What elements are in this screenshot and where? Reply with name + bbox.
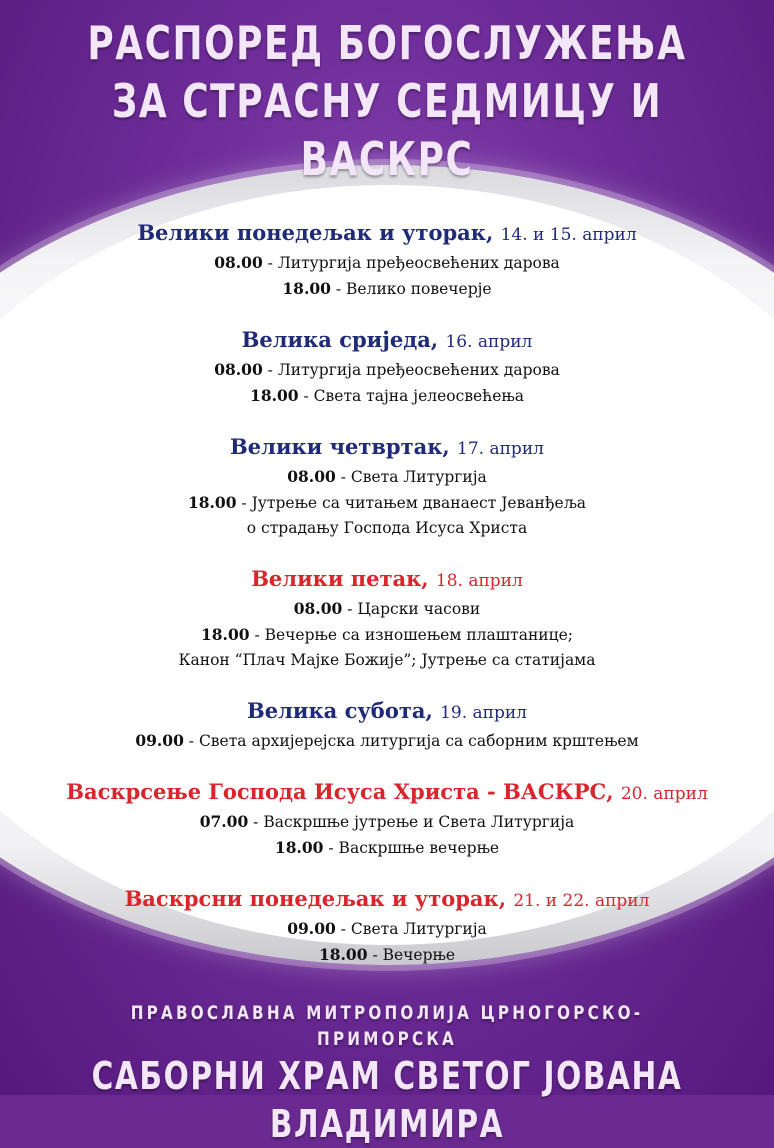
service-line: [20, 942, 754, 968]
schedule: [20, 218, 754, 991]
service-name: - Литургија пређеосвећених дарова: [262, 254, 560, 272]
service-name: - Васкршње јутрење и Света Литургија: [248, 813, 575, 831]
service-name: - Света архијерејска литургија са саборним крштењем: [183, 732, 639, 750]
footer-cathedral: САБОРНИ ХРАМ СВЕТОГ ЈОВАНА ВЛАДИМИРА: [91, 1054, 683, 1146]
service-line: [20, 490, 754, 516]
service-time: 08.00: [214, 360, 263, 379]
day-heading: [20, 432, 754, 464]
schedule-day: [20, 218, 754, 302]
service-line: [20, 916, 754, 942]
day-heading: [20, 884, 754, 916]
day-date: 20. април: [620, 784, 708, 804]
service-line: [20, 516, 754, 541]
service-time: 08.00: [287, 467, 336, 486]
poster-header: [85, 14, 689, 188]
service-time: 18.00: [274, 838, 324, 857]
day-title: Васкрсење Господа Исуса Христа - ВАСКРС,: [66, 779, 614, 804]
service-line: [20, 648, 754, 673]
day-heading: [20, 218, 754, 250]
schedule-day: [20, 696, 754, 754]
day-heading: [20, 777, 754, 809]
service-name: о страдању Господа Исуса Христа: [246, 519, 528, 537]
service-time: 18.00: [200, 625, 250, 644]
schedule-day: [20, 777, 754, 861]
day-date: 19. април: [440, 703, 527, 723]
poster-footer: [0, 1000, 774, 1148]
header-title-line-2: ЗА СТРАСНУ СЕДМИЦУ И ВАСКРС: [111, 74, 663, 186]
service-name: - Света тајна јелеосвећења: [298, 387, 524, 405]
schedule-day: [20, 325, 754, 409]
service-time: 18.00: [282, 279, 331, 298]
service-line: [20, 596, 754, 622]
service-time: 08.00: [293, 599, 343, 618]
schedule-day: [20, 564, 754, 673]
service-time: 07.00: [199, 812, 249, 831]
service-line: [20, 276, 754, 302]
day-title: Велики четвртак,: [230, 434, 450, 459]
service-line: [20, 464, 754, 490]
day-date: 14. и 15. април: [500, 225, 637, 245]
service-time: 18.00: [187, 493, 237, 512]
day-title: Велики петак,: [251, 566, 429, 591]
service-name: - Света Литургија: [335, 920, 487, 938]
day-title: Велики понедељак и уторак,: [137, 220, 494, 245]
day-title: Велика субота,: [247, 698, 433, 723]
service-line: [20, 250, 754, 276]
day-date: 17. април: [457, 439, 544, 459]
service-time: 09.00: [287, 919, 336, 938]
day-title: Васкрсни понедељак и уторак,: [124, 886, 507, 911]
header-title-line-1: РАСПОРЕД БОГОСЛУЖЕЊА: [87, 16, 687, 70]
schedule-day: [20, 884, 754, 968]
service-line: [20, 357, 754, 383]
service-time: 18.00: [250, 386, 299, 405]
day-date: 16. април: [445, 332, 533, 352]
day-date: 21. и 22. април: [513, 891, 650, 911]
service-line: [20, 835, 754, 861]
service-line: [20, 809, 754, 835]
service-name: - Света Литургија: [335, 468, 487, 486]
service-time: 18.00: [318, 945, 368, 964]
day-title: Велика сриједа,: [241, 327, 439, 352]
schedule-day: [20, 432, 754, 541]
service-name: - Вечерње: [367, 946, 456, 964]
service-line: [20, 728, 754, 754]
service-name: - Велико повечерје: [330, 280, 492, 298]
service-name: - Вечерње са изношењем плаштанице;: [249, 626, 574, 644]
service-time: 08.00: [214, 253, 263, 272]
service-line: [20, 622, 754, 648]
service-time: 09.00: [135, 731, 184, 750]
service-line: [20, 383, 754, 409]
day-date: 18. април: [435, 571, 523, 591]
day-heading: [20, 564, 754, 596]
service-name: - Јутрење са читањем дванаест Јеванђеља: [236, 494, 587, 512]
day-heading: [20, 696, 754, 728]
service-name: - Васкршње вечерње: [323, 839, 500, 857]
service-name: - Литургија пређеосвећених дарова: [262, 361, 560, 379]
service-name: Канон “Плач Мајке Божије”; Јутрење са статијама: [178, 651, 596, 669]
day-heading: [20, 325, 754, 357]
service-name: - Царски часови: [342, 600, 481, 618]
footer-metropolitanate: ПРАВОСЛАВНА МИТРОПОЛИЈА ЦРНОГОРСКО-ПРИМОРСКА: [130, 1002, 644, 1050]
